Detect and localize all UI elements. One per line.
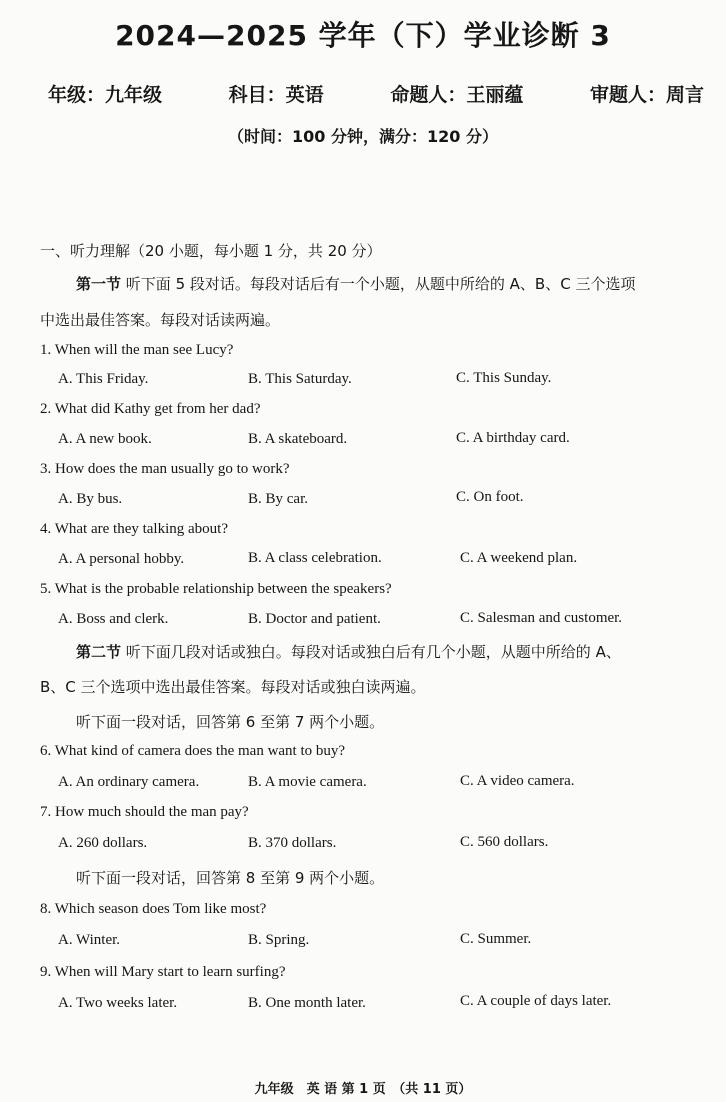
setter-label: 命题人：王丽蕴 — [390, 84, 524, 106]
q6-option-c: C. A video camera. — [460, 773, 575, 789]
note-questions-6-7: 听下面一段对话，回答第 6 至第 7 两个小题。 — [76, 713, 385, 731]
q8-option-c: C. Summer. — [460, 931, 532, 947]
q2-option-a: A. A new book. — [58, 431, 152, 447]
note-questions-8-9: 听下面一段对话，回答第 8 至第 9 两个小题。 — [76, 869, 385, 887]
reviewer-label: 审题人：周言 — [589, 84, 704, 106]
question-1: 1. When will the man see Lucy? — [40, 342, 234, 358]
question-6: 6. What kind of camera does the man want to buy? — [40, 743, 346, 759]
q3-option-b: B. By car. — [248, 491, 308, 507]
q3-option-a: A. By bus. — [58, 491, 123, 507]
q1-option-c: C. This Sunday. — [456, 370, 552, 386]
part1-text-1: 听下面 5 段对话。每段对话后有一个小题，从题中所给的 A、B、C 三个选项 — [125, 275, 636, 293]
grade-label: 年级：九年级 — [48, 84, 163, 106]
exam-title: 2024—2025 学年（下）学业诊断 3 — [115, 19, 611, 52]
part1-instruction-line2: 中选出最佳答案。每段对话读两遍。 — [40, 311, 281, 329]
subject-label: 科目：英语 — [228, 84, 324, 106]
q8-option-a: A. Winter. — [58, 932, 121, 948]
part2-instruction-line2: B、C 三个选项中选出最佳答案。每段对话或独白读两遍。 — [40, 678, 426, 696]
part2-text-1: 听下面几段对话或独白。每段对话或独白后有几个小题，从题中所给的 A、 — [125, 643, 621, 661]
part2-label: 第二节 — [76, 643, 122, 661]
q5-option-c: C. Salesman and customer. — [460, 610, 623, 626]
q4-option-a: A. A personal hobby. — [58, 551, 185, 567]
part1-label: 第一节 — [76, 275, 122, 293]
question-8: 8. Which season does Tom like most? — [40, 901, 267, 917]
q2-option-c: C. A birthday card. — [456, 430, 570, 446]
q7-option-b: B. 370 dollars. — [248, 835, 337, 851]
section-heading-listening: 一、听力理解（20 小题，每小题 1 分，共 20 分） — [40, 242, 382, 260]
q4-option-b: B. A class celebration. — [248, 550, 382, 566]
q8-option-b: B. Spring. — [248, 932, 310, 948]
q1-option-a: A. This Friday. — [58, 371, 149, 387]
q6-option-b: B. A movie camera. — [248, 774, 367, 790]
question-9: 9. When will Mary start to learn surfing? — [40, 964, 286, 980]
q2-option-b: B. A skateboard. — [248, 431, 348, 447]
q4-option-c: C. A weekend plan. — [460, 550, 578, 566]
q7-option-a: A. 260 dollars. — [58, 835, 148, 851]
page-footer: 九年级 英 语 第 1 页 （共 11 页） — [254, 1082, 472, 1097]
part1-instruction-line1 — [76, 273, 635, 294]
exam-meta-row — [48, 80, 704, 107]
q6-option-a: A. An ordinary camera. — [58, 774, 200, 790]
q9-option-b: B. One month later. — [248, 995, 366, 1011]
question-5: 5. What is the probable relationship between the speakers? — [40, 581, 392, 597]
q3-option-c: C. On foot. — [456, 489, 524, 505]
q5-option-b: B. Doctor and patient. — [248, 611, 381, 627]
q1-option-b: B. This Saturday. — [248, 371, 352, 387]
question-4: 4. What are they talking about? — [40, 521, 228, 537]
part2-instruction-line1 — [76, 641, 621, 662]
question-3: 3. How does the man usually go to work? — [40, 461, 290, 477]
q7-option-c: C. 560 dollars. — [460, 834, 549, 850]
question-2: 2. What did Kathy get from her dad? — [40, 401, 261, 417]
q9-option-a: A. Two weeks later. — [58, 995, 178, 1011]
q5-option-a: A. Boss and clerk. — [58, 611, 169, 627]
q9-option-c: C. A couple of days later. — [460, 993, 612, 1009]
time-and-score: （时间：100 分钟，满分：120 分） — [228, 127, 498, 146]
question-7: 7. How much should the man pay? — [40, 804, 249, 820]
